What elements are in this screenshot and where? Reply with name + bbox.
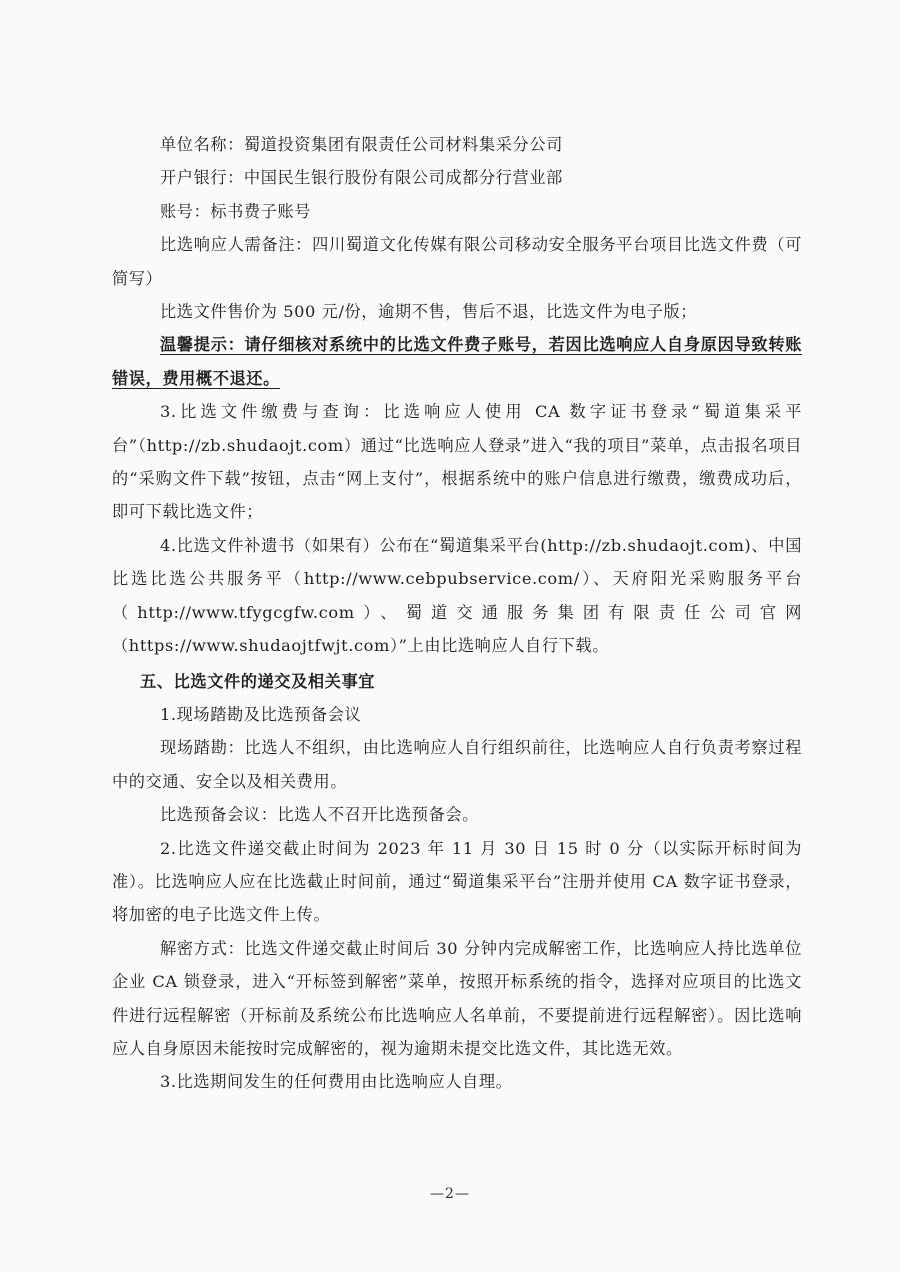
item-3-payment-query: 3.比选文件缴费与查询：比选响应人使用 CA 数字证书登录“蜀道集采平台”（http://zb.shudaojt.com）通过“比选响应人登录”进入“我的项目”菜单，点击报名项目的“采购文件下载”按钮，点击“网上支付”，根据系统中的账户信息进行缴费，缴费成功后，即可下载比选文件； bbox=[112, 402, 802, 522]
bank-name: 开户银行：中国民生银行股份有限公司成都分行营业部 bbox=[160, 168, 563, 188]
account-number: 账号：标书费子账号 bbox=[160, 201, 312, 221]
section-5-heading: 五、比选文件的递交及相关事宜 bbox=[140, 671, 376, 691]
payment-remark: 比选响应人需备注：四川蜀道文化传媒有限公司移动安全服务平台项目比选文件费（可简写） bbox=[112, 235, 802, 288]
site-visit: 现场踏勘：比选人不组织，由比选响应人自行组织前往，比选响应人自行负责考察过程中的交通、安全以及相关费用。 bbox=[112, 738, 802, 791]
section-5-sub-1: 1.现场踏勘及比选预备会议 bbox=[160, 704, 362, 724]
document-price: 比选文件售价为 500 元/份，逾期不售，售后不退，比选文件为电子版； bbox=[160, 302, 698, 322]
warning-notice: 温馨提示：请仔细核对系统中的比选文件费子账号，若因比选响应人自身原因导致转账错误，费用概不退还。 bbox=[112, 335, 802, 388]
section-5-sub-3-costs: 3.比选期间发生的任何费用由比选响应人自理。 bbox=[160, 1072, 513, 1092]
decryption-method: 解密方式：比选文件递交截止时间后 30 分钟内完成解密工作，比选响应人持比选单位企业 CA 锁登录，进入“开标签到解密”菜单，按照开标系统的指令，选择对应项目的比选文件进行远程解密（开标前及系统公布比选响应人名单前，不要提前进行远程解密）。因比选响应人自身原因未能按时完成解密的，视为逾期未提交比选文件，其比选无效。 bbox=[112, 938, 802, 1058]
item-4-addendum: 4.比选文件补遗书（如果有）公布在“蜀道集采平台(http://zb.shudaojt.com)、中国比选比选公共服务平（http://www.cebpubservice.com/）、天府阳光采购服务平台（http://www.tfygcgfw.com）、蜀道交通服务集团有限责任公司官网（https://www.shudaojtfwjt.com）”上由比选响应人自行下载。 bbox=[112, 535, 802, 656]
document-body bbox=[112, 128, 802, 1099]
page-number: —2— bbox=[430, 1186, 470, 1202]
unit-name: 单位名称：蜀道投资集团有限责任公司材料集采分公司 bbox=[160, 135, 563, 154]
section-5-sub-2-deadline: 2.比选文件递交截止时间为 2023 年 11 月 30 日 15 时 0 分（以实际开标时间为准）。比选响应人应在比选截止时间前，通过“蜀道集采平台”注册并使用 CA 数字证书登录，将加密的电子比选文件上传。 bbox=[112, 838, 802, 925]
pre-bid-meeting: 比选预备会议：比选人不召开比选预备会。 bbox=[160, 805, 479, 825]
